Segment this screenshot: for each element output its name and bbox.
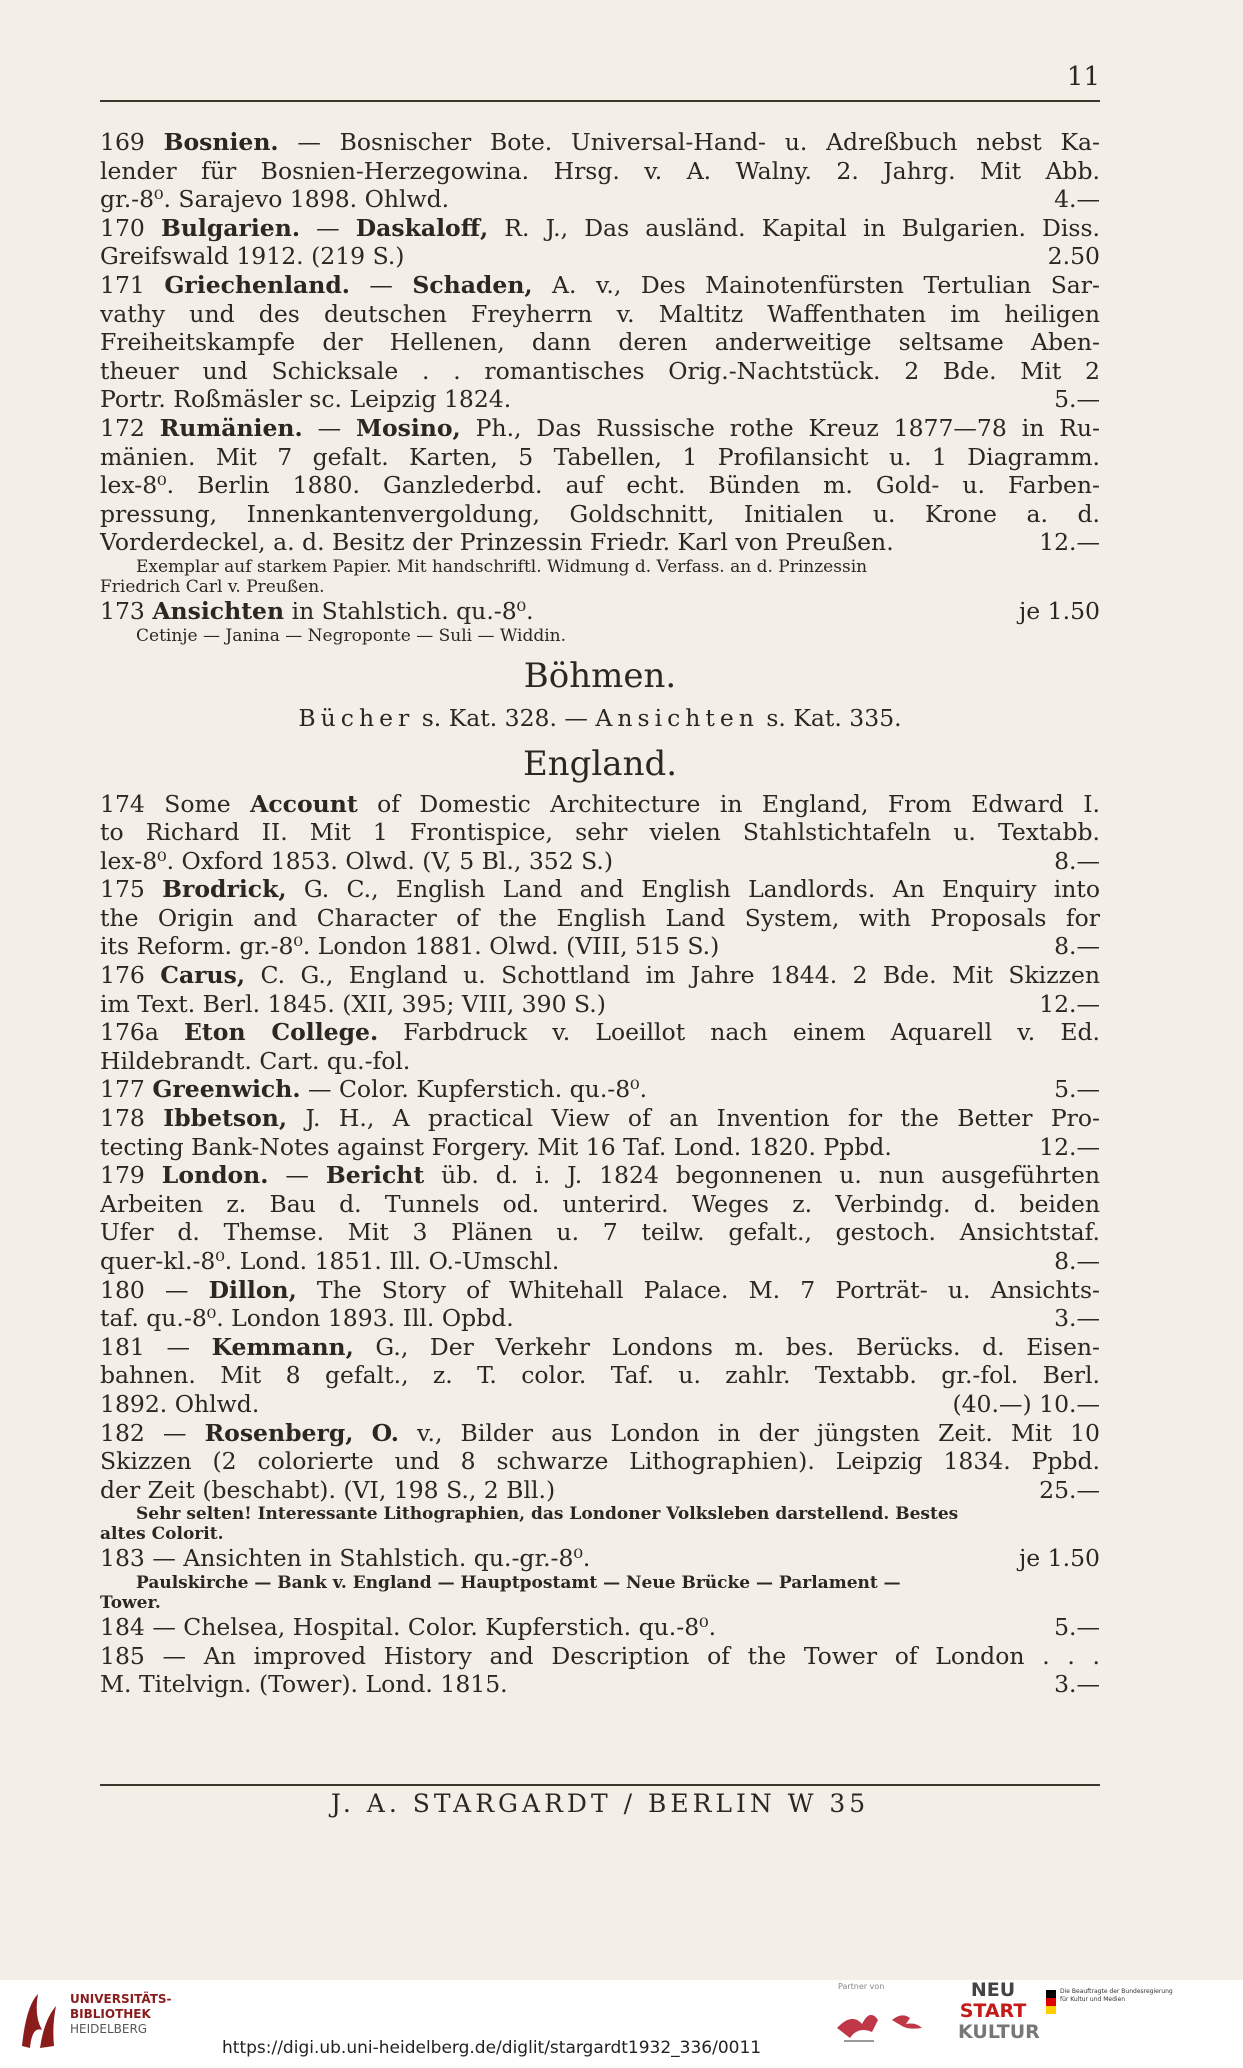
entry-keyword: Carus, [160,961,246,990]
entry-text-part: lex-8⁰. Berlin 1880. Ganzlederbd. auf echt. Bünden m. Gold- u. Farben- [100,471,1100,500]
entry-text-part: 182 — [100,1418,205,1447]
entry-text-part: — [300,213,356,242]
university-library-name [70,1992,172,2037]
entry-text-part: 176a [100,1018,185,1047]
entry-text-part: 178 [100,1104,164,1133]
entry-last-text: im Text. Berl. 1845. (XII, 395; VIII, 390 S.) [100,989,606,1018]
entry-line [100,128,1100,157]
entry-price: 3.— [1054,1670,1100,1699]
entry-text-part: 173 [100,596,153,625]
entry-line [100,328,1100,357]
entry-keyword: Ansichten [152,596,285,625]
entry-price: je 1.50 [1019,596,1100,625]
entry-price: 25.— [1039,1475,1100,1504]
entry-text-part: A. v., Des Mainotenfürsten Tertulian Sar- [532,270,1100,299]
entry-note [100,626,1100,646]
bund-line-1: Die Beauftragte der Bundesregierung [1060,1988,1173,1995]
entry-text-part: bahnen. Mit 8 gefalt., z. T. color. Taf. u. zahlr. Textabb. gr.-fol. Berl. [100,1361,1100,1390]
uni-line-1: UNIVERSITÄTS- [70,1992,172,2006]
entry-note-line: Tower. [100,1592,161,1613]
entry-last-line [100,1047,1100,1076]
uni-line-3: HEIDELBERG [70,2022,148,2036]
entry-last-line [100,1247,1100,1276]
entry-keyword: Mosino, [355,413,461,442]
entry-text-part: theuer und Schicksale . . romantisches Orig.-Nachtstück. 2 Bde. Mit 2 [100,356,1100,385]
entry-line [100,790,1100,819]
catalog-entry [100,271,1100,414]
neustart-kultur-logo [958,1979,1040,2043]
catalog-entry [100,1642,1100,1699]
entry-price: 5.— [1054,1612,1100,1641]
entry-price: 12.— [1039,989,1100,1018]
neustart-line-3: KULTUR [958,2021,1040,2043]
entry-text-part: 172 [100,413,160,442]
crossref-part: Bücher [298,703,415,732]
entry-line [100,1018,1100,1047]
entry-text-part: C. G., England u. Schottland im Jahre 1844. 2 Bde. Mit Skizzen [245,961,1100,990]
entry-price: 8.— [1054,846,1100,875]
entry-last-line [100,385,1100,414]
neustart-line-2: START [959,2000,1027,2022]
entry-last-line [100,1613,1100,1642]
entry-line [100,157,1100,186]
catalog-entry [100,1276,1100,1333]
entry-text-part: 171 [100,270,165,299]
entry-note [100,557,1100,597]
entry-text-part: lender für Bosnien-Herzegowina. Hrsg. v. A. Walny. 2. Jahrg. Mit Abb. [100,156,1100,185]
entry-keyword: Eton College. [184,1018,379,1047]
catalog-entry [100,1544,1100,1613]
entry-keyword: London. [161,1161,269,1190]
catalog-entry [100,1075,1100,1104]
entry-line [100,1333,1100,1362]
entry-keyword: Bulgarien. [160,213,301,242]
entry-line [100,1218,1100,1247]
partner-bird-logo-icon [832,1998,942,2048]
entry-text-part: vathy und des deutschen Freyherrn v. Maltitz Waffenthaten im heiligen [100,299,1100,328]
catalog-entry [100,214,1100,271]
entry-last-text: quer-kl.-8⁰. Lond. 1851. Ill. O.-Umschl. [100,1247,560,1275]
entry-text-part [353,1419,371,1447]
federal-commissioner-text [1060,1988,1173,2004]
entry-line [100,443,1100,472]
entry-line [100,414,1100,443]
crossref-part: s. Kat. 328. — [414,703,596,732]
entry-price: 5.— [1054,1075,1100,1104]
entry-text-part: Freiheitskampfe der Hellenen, dann deren anderweitige seltsame Aben- [100,328,1100,357]
entry-price: (40.—) 10.— [952,1389,1100,1418]
german-flag-icon [1046,1990,1056,2014]
entry-last-text: Greifswald 1912. (219 S.) [100,242,405,271]
entry-keyword: Dillon, [208,1275,297,1304]
entry-text-part: 174 Some [100,789,251,818]
uni-line-2: BIBLIOTHEK [70,2007,151,2021]
entry-note-line: altes Colorit. [100,1524,224,1545]
page-number: 11 [1066,62,1100,92]
entry-text-part: Skizzen (2 colorierte und 8 schwarze Lithographien). Leipzig 1834. Ppbd. [100,1447,1100,1476]
entry-price: 8.— [1054,1247,1100,1275]
entry-price: 4.— [1054,185,1100,214]
entry-note-line: Cetinje — Janina — Negroponte — Suli — Widdin. [136,625,567,646]
entry-last-line [100,847,1100,876]
entry-price: 5.— [1054,385,1100,414]
entry-price: 2.50 [1047,242,1100,271]
entry-keyword: Rumänien. [159,413,303,442]
entry-line [100,471,1100,500]
entry-last-line [100,932,1100,961]
entry-keyword: Griechenland. [164,270,350,299]
entry-line [100,961,1100,990]
bottom-rule [100,1784,1100,1786]
entry-last-text: tecting Bank-Notes against Forgery. Mit 16 Taf. Lond. 1820. Ppbd. [100,1132,892,1161]
entry-last-line [100,528,1100,557]
entry-text-part: 169 [100,128,164,156]
entry-last-line [100,1133,1100,1162]
crossref-part: Ansichten [595,703,759,732]
entry-text-part: Farbdruck v. Loeillot nach einem Aquarell v. Ed. [378,1018,1100,1047]
crossref-part: s. Kat. 335. [758,703,902,732]
catalog-entry [100,414,1100,597]
entry-price: 3.— [1054,1304,1100,1333]
entry-text-part: — Bosnischer Bote. Universal-Hand- u. Adreßbuch nebst Ka- [278,128,1100,156]
catalog-entry [100,1018,1100,1075]
entry-text-part: of Domestic Architecture in England, From Edward I. [357,789,1100,818]
entry-keyword: Brodrick, [162,875,287,904]
section-heading-bohmen: Böhmen. [523,655,677,696]
entry-keyword: O. [371,1418,399,1447]
entry-line [100,904,1100,933]
entry-text-part: 183 — Ansichten in Stahlstich. qu.-gr.-8⁰. [100,1544,591,1573]
entry-text-part: pressung, Innenkantenvergoldung, Goldschnitt, Initialen u. Krone a. d. [100,499,1100,528]
entry-text-part: Ufer d. Themse. Mit 3 Plänen u. 7 teilw. gefalt., gestoch. Ansichtstaf. [100,1218,1100,1247]
entry-last-text [100,1075,647,1104]
catalog-entry [100,1104,1100,1161]
entry-text-part: 179 [100,1161,162,1190]
entry-text-part: mänien. Mit 7 gefalt. Karten, 5 Tabellen, 1 Profilansicht u. 1 Diagramm. [100,442,1100,471]
entry-last-text: taf. qu.-8⁰. London 1893. Ill. Opbd. [100,1304,514,1333]
entry-line [100,1276,1100,1305]
entry-last-text: Vorderdeckel, a. d. Besitz der Prinzessin Friedr. Karl von Preußen. [100,528,894,557]
catalog-entry [100,875,1100,961]
entry-last-line [100,990,1100,1019]
entry-keyword: Rosenberg, [204,1418,354,1447]
entry-last-line [100,1304,1100,1333]
permalink-url[interactable]: https://digi.ub.uni-heidelberg.de/diglit/stargardt1932_336/0011 [222,2038,762,2058]
entry-text-part: 184 — Chelsea, Hospital. Color. Kupferstich. qu.-8⁰. [100,1612,717,1641]
entry-line [100,214,1100,243]
entry-last-text: lex-8⁰. Oxford 1853. Olwd. (V, 5 Bl., 352 S.) [100,846,614,875]
entry-text-part: — Color. Kupferstich. qu.-8⁰. [300,1075,648,1104]
entry-text-part: v., Bilder aus London in der jüngsten Zeit. Mit 10 [398,1418,1100,1447]
bohmen-crossref [100,702,1100,734]
publisher-footer: J. A. STARGARDT / BERLIN W 35 [330,1789,870,1818]
entry-keyword: Account [250,789,358,818]
entry-text-part: — [268,1161,326,1190]
entry-text-part: G., Der Verkehr Londons m. bes. Berücks. d. Eisen- [353,1332,1100,1361]
entry-text-part: R. J., Das ausländ. Kapital in Bulgarien. Diss. [488,213,1100,242]
entry-price: 12.— [1039,528,1100,557]
entry-text-part: J. H., A practical View of an Invention for the Better Pro- [287,1104,1100,1133]
viewer-bottom-bar [0,1980,1243,2068]
catalog-entry [100,1613,1100,1642]
entry-text-part: üb. d. i. J. 1824 begonnenen u. nun ausgeführten [424,1161,1100,1190]
entry-text-part: — [302,413,356,442]
entry-last-text: Hildebrandt. Cart. qu.-fol. [100,1046,411,1075]
entry-text-part: 177 [100,1075,153,1104]
entry-line [100,500,1100,529]
entry-line [100,1361,1100,1390]
entry-last-text [100,1544,590,1573]
entry-text-part: 180 — [100,1275,209,1304]
entry-last-line [100,1390,1100,1419]
entry-last-text: M. Titelvign. (Tower). Lond. 1815. [100,1670,508,1699]
catalog-entry [100,597,1100,646]
entry-note-line: Paulskirche — Bank v. England — Hauptpostamt — Neue Brücke — Parlament — [136,1572,901,1593]
entry-last-line [100,1476,1100,1505]
entry-line [100,875,1100,904]
entry-line [100,271,1100,300]
entry-text-part: G. C., English Land and English Landlords. An Enquiry into [286,875,1100,904]
section-heading-england: England. [522,743,678,784]
neustart-line-1: NEU [970,1979,1016,2001]
entry-text-part: in Stahlstich. qu.-8⁰. [284,596,534,625]
entry-keyword: Bosnien. [163,128,279,156]
entry-price: 12.— [1039,1132,1100,1161]
entry-line [100,818,1100,847]
entry-last-text [100,1613,716,1642]
catalog-entry [100,1161,1100,1275]
entry-line [100,357,1100,386]
entry-line [100,300,1100,329]
bund-line-2: für Kultur und Medien [1060,1996,1126,2003]
entry-last-text: der Zeit (beschabt). (VI, 198 S., 2 Bll.) [100,1475,556,1504]
entry-line [100,1161,1100,1190]
entry-text-part: the Origin and Character of the English Land System, with Proposals for [100,903,1100,932]
top-rule [100,100,1100,102]
entry-keyword: Schaden, [412,270,533,299]
entry-last-line [100,242,1100,271]
entry-last-text: Portr. Roßmäsler sc. Leipzig 1824. [100,385,512,414]
entry-last-line [100,597,1100,626]
entry-line [100,1104,1100,1133]
university-seal-icon [12,1986,62,2056]
entry-note-line: Sehr selten! Interessante Lithographien, das Londoner Volksleben darstellend. Bestes [136,1504,959,1525]
entry-line [100,1190,1100,1219]
entry-text-part: Ph., Das Russische rothe Kreuz 1877—78 in Ru- [460,413,1100,442]
catalog-entry [100,1419,1100,1545]
entry-text-part: 185 — An improved History and Description of the Tower of London . . . [100,1641,1100,1670]
entry-keyword: Daskaloff, [355,213,489,242]
entry-keyword: Greenwich. [152,1075,301,1104]
entry-text-part: The Story of Whitehall Palace. M. 7 Porträt- u. Ansichts- [296,1275,1100,1304]
entry-note-line: Exemplar auf starkem Papier. Mit handschriftl. Widmung d. Verfass. an d. Prinzessin [136,556,868,577]
catalog-entry [100,1333,1100,1419]
catalog-content [100,128,1100,1699]
entry-last-text: 1892. Ohlwd. [100,1389,260,1418]
entry-last-line [100,1075,1100,1104]
entry-text-part: to Richard II. Mit 1 Frontispice, sehr vielen Stahlstichtafeln u. Textabb. [100,818,1100,847]
entry-text-part: 175 [100,875,163,904]
entry-last-text: gr.-8⁰. Sarajevo 1898. Ohlwd. [100,185,450,214]
entry-keyword: Bericht [325,1161,425,1190]
entry-last-text [100,597,534,626]
entry-note [100,1573,1100,1613]
entry-text-part: Arbeiten z. Bau d. Tunnels od. unterird. Weges z. Verbindg. d. beiden [100,1189,1100,1218]
entry-line [100,1447,1100,1476]
catalog-entry [100,961,1100,1018]
catalog-entry [100,128,1100,214]
entry-text-part: — [349,270,413,299]
entry-last-line [100,1670,1100,1699]
entry-text-part: 170 [100,213,161,242]
catalog-entry [100,790,1100,876]
entry-keyword: Ibbetson, [163,1104,288,1133]
entry-last-text: its Reform. gr.-8⁰. London 1881. Olwd. (VIII, 515 S.) [100,932,720,961]
entry-line [100,1419,1100,1448]
entry-note-line: Friedrich Carl v. Preußen. [100,576,325,597]
entry-keyword: Kemmann, [211,1332,354,1361]
partner-label: Partner von [838,1982,885,1991]
entry-last-line [100,1544,1100,1573]
entry-line [100,1642,1100,1671]
entry-price: 8.— [1054,932,1100,961]
entry-price: je 1.50 [1019,1544,1100,1573]
entry-note [100,1504,1100,1544]
entry-text-part: 176 [100,961,161,990]
entry-last-line [100,185,1100,214]
entry-text-part: 181 — [100,1332,212,1361]
